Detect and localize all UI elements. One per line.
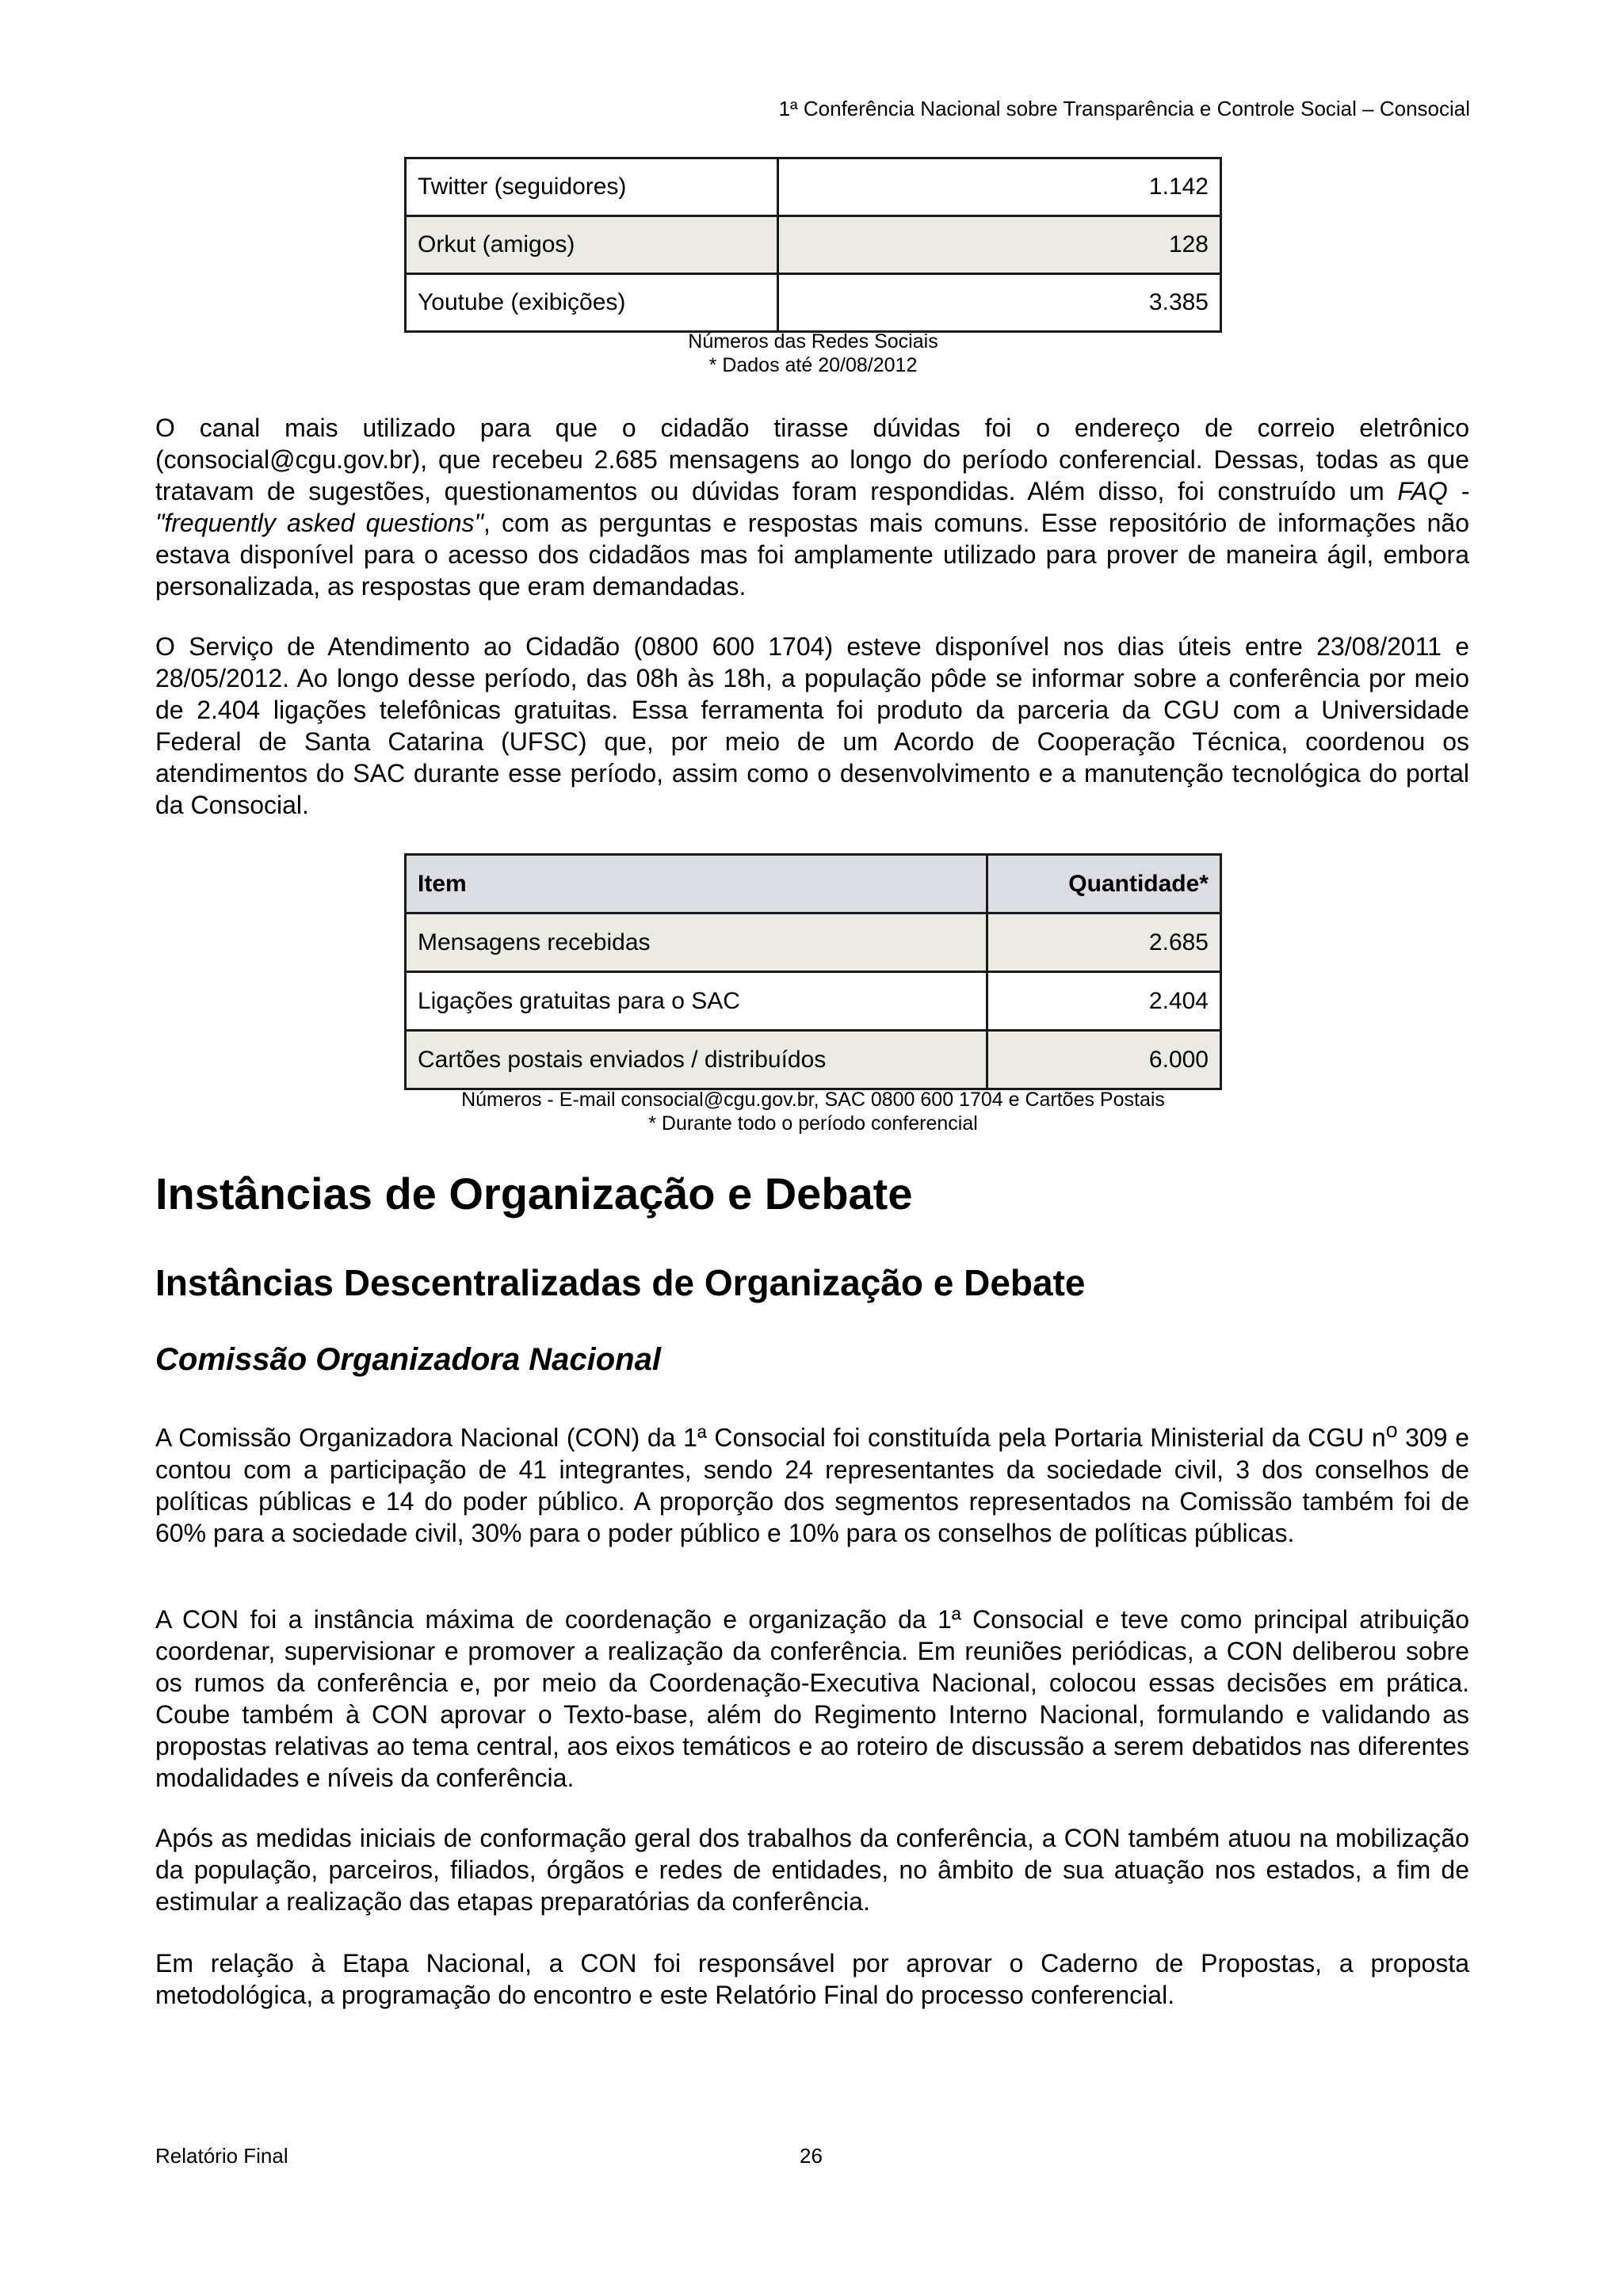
- text-run: 309 e contou com a participação de 41 integrantes, sendo 24 representantes da sociedade civil, 3 dos conselhos de políticas públicas e 14 do poder público. A proporção dos segmentos representados na Comissão também foi de 60% para a sociedade civil, 30% para o poder público e 10% para os conselhos de políticas públicas.: [155, 1423, 1470, 1547]
- table-cell: 128: [778, 216, 1221, 274]
- contact-channels-table: [404, 853, 1222, 1090]
- table-cell: Orkut (amigos): [406, 216, 778, 274]
- column-header-quantity: Quantidade*: [987, 855, 1221, 913]
- running-header: 1ª Conferência Nacional sobre Transparência e Controle Social – Consocial: [778, 97, 1470, 120]
- paragraph-con-role: A CON foi a instância máxima de coordenação e organização da 1ª Consocial e teve como principal atribuição coordenar, supervisionar e promover a realização da conferência. Em reuniões periódicas, a CON deliberou sobre os rumos da conferência e, por meio da Coordenação-Executiva Nacional, colocou essas decisões em prática. Coube também à CON aprovar o Texto-base, além do Regimento Interno Nacional, formulando e validando as propostas relativas ao tema central, aos eixos temáticos e ao roteiro de discussão a serem debatidos nas diferentes modalidades e níveis da conferência.: [155, 1605, 1469, 1792]
- table-cell: 2.685: [987, 913, 1221, 972]
- caption-line: Números das Redes Sociais: [688, 330, 938, 353]
- table-cell: 6.000: [987, 1031, 1221, 1089]
- table-cell: Mensagens recebidas: [406, 913, 987, 972]
- table-cell: 3.385: [778, 274, 1221, 332]
- table-cell: Youtube (exibições): [406, 274, 778, 332]
- section-heading: Instâncias de Organização e Debate: [155, 1169, 913, 1219]
- table-caption: [404, 1088, 1222, 1135]
- table-row: [406, 158, 1221, 216]
- table-row: [406, 972, 1221, 1031]
- text-run: O canal mais utilizado para que o cidadão tirasse dúvidas foi o endereço de correio eletrônico (consocial@cgu.gov.br), que recebeu 2.685 mensagens ao longo do período conferencial. Dessas, todas as que tratavam de sugestões, questionamentos ou dúvidas foram respondidas. Além disso, foi construído um: [155, 414, 1469, 505]
- paragraph-con-composition: [155, 1414, 1469, 1549]
- caption-line: * Dados até 20/08/2012: [708, 354, 918, 376]
- paragraph-sac: O Serviço de Atendimento ao Cidadão (0800 600 1704) esteve disponível nos dias úteis entre 23/08/2011 e 28/05/2012. Ao longo desse período, das 08h às 18h, a população pôde se informar sobre a conferência por meio de 2.404 ligações telefônicas gratuitas. Essa ferramenta foi produto da parceria da CGU com a Universidade Federal de Santa Catarina (UFSC) que, por meio de um Acordo de Cooperação Técnica, coordenou os atendimentos do SAC durante esse período, assim como o desenvolvimento e a manutenção tecnológica do portal da Consocial.: [155, 632, 1469, 819]
- superscript: o: [1385, 1418, 1398, 1442]
- table-cell: Ligações gratuitas para o SAC: [406, 972, 987, 1031]
- table-cell: Twitter (seguidores): [406, 158, 778, 216]
- text-run: A Comissão Organizadora Nacional (CON) da 1ª Consocial foi constituída pela Portaria Ministerial da CGU n: [155, 1423, 1386, 1452]
- table-cell: 1.142: [778, 158, 1221, 216]
- table-row: [406, 1031, 1221, 1089]
- table-header-row: [406, 855, 1221, 913]
- caption-line: * Durante todo o período conferencial: [648, 1112, 978, 1135]
- table-cell: 2.404: [987, 972, 1221, 1031]
- subsection-heading: Instâncias Descentralizadas de Organização e Debate: [155, 1262, 1086, 1303]
- paragraph-con-mobilization: Após as medidas iniciais de conformação geral dos trabalhos da conferência, a CON também atuou na mobilização da população, parceiros, filiados, órgãos e redes de entidades, no âmbito de sua atuação nos estados, a fim de estimular a realização das etapas preparatórias da conferência.: [155, 1824, 1469, 1916]
- column-header-item: Item: [406, 855, 987, 913]
- paragraph-email-channel: [155, 412, 1469, 602]
- table-row: [406, 913, 1221, 972]
- paragraph-national-stage: Em relação à Etapa Nacional, a CON foi responsável por aprovar o Caderno de Propostas, a proposta metodológica, a programação do encontro e este Relatório Final do processo conferencial.: [155, 1949, 1469, 2009]
- table-row: [406, 274, 1221, 332]
- table-caption: [404, 330, 1222, 377]
- text-run: , com as perguntas e respostas mais comuns. Esse repositório de informações não estava disponível para o acesso dos cidadãos mas foi amplamente utilizado para prover de maneira ágil, embora personalizada, as respostas que eram demandadas.: [155, 509, 1470, 601]
- caption-line: Números - E-mail consocial@cgu.gov.br, SAC 0800 600 1704 e Cartões Postais: [461, 1089, 1165, 1111]
- table-cell: Cartões postais enviados / distribuídos: [406, 1031, 987, 1089]
- footer-title: Relatório Final: [155, 2144, 288, 2168]
- subsubsection-heading: Comissão Organizadora Nacional: [155, 1342, 661, 1377]
- faq-italic: FAQ - "frequently asked questions": [155, 477, 1470, 537]
- page-number: 26: [800, 2144, 823, 2168]
- table-row: [406, 216, 1221, 274]
- social-networks-table: [404, 157, 1222, 333]
